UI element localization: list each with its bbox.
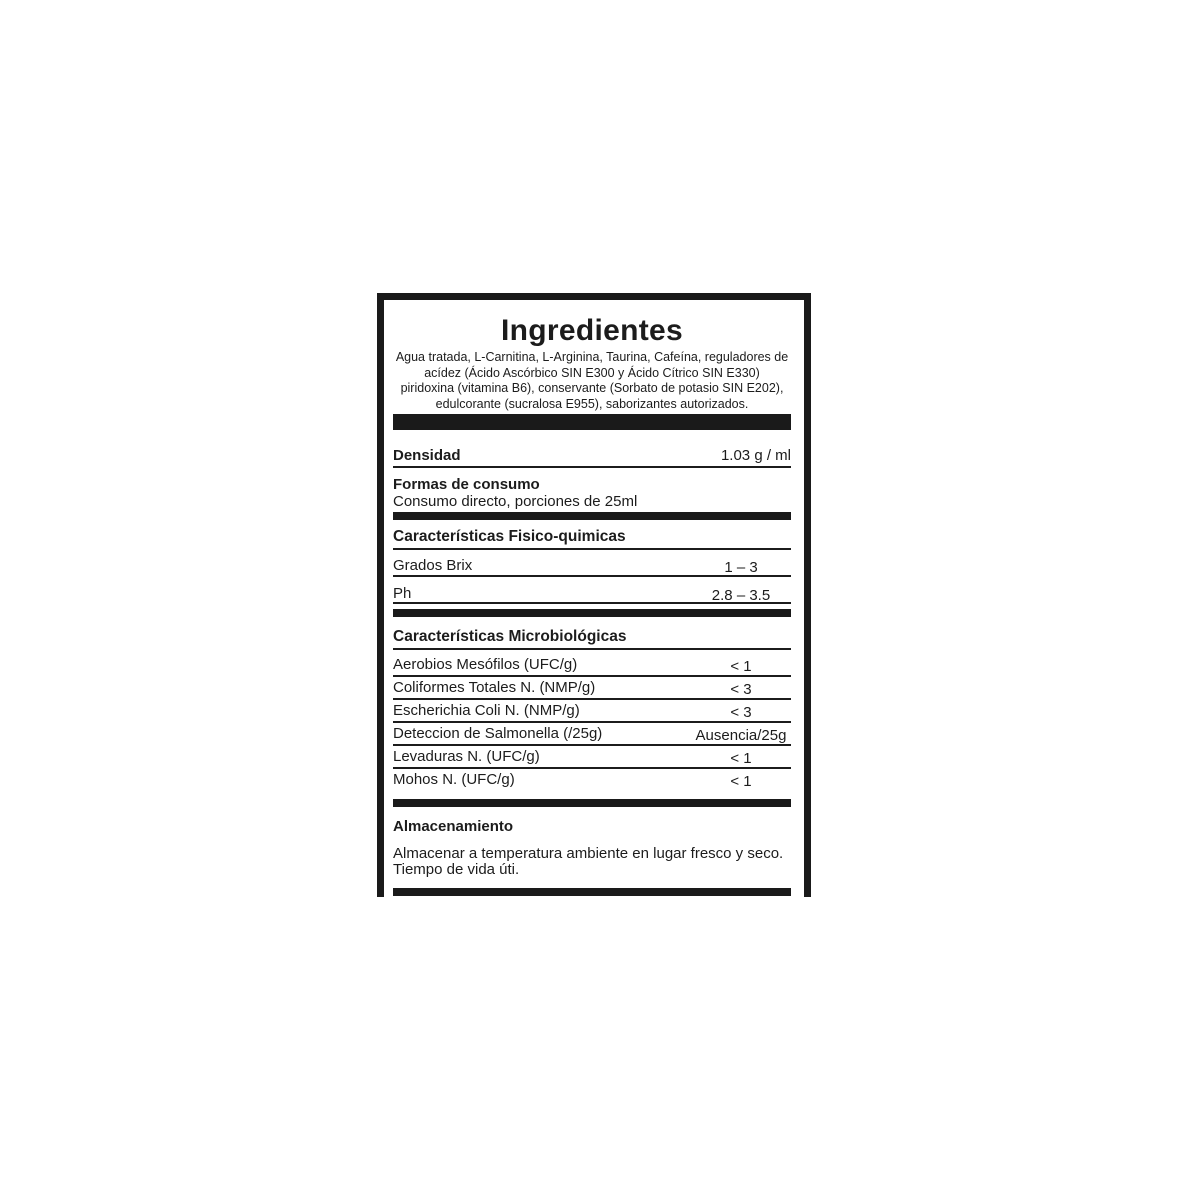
density-value: 1.03 g / ml bbox=[720, 447, 791, 464]
consumption-section bbox=[393, 476, 791, 510]
row-label: Grados Brix bbox=[393, 557, 473, 574]
storage-text-line: Tiempo de vida úti. bbox=[393, 860, 520, 878]
physico-chemical-header: Características Fisico-quimicas bbox=[393, 528, 791, 550]
consumption-title: Formas de consumo bbox=[393, 476, 540, 493]
row-label: Deteccion de Salmonella (/25g) bbox=[393, 725, 603, 742]
ingredients-line: Agua tratada, L-Carnitina, L-Arginina, Taurina, Cafeína, reguladores de bbox=[395, 350, 789, 364]
table-row-salmonella bbox=[393, 723, 791, 746]
row-label: Coliformes Totales N. (NMP/g) bbox=[393, 679, 596, 696]
separator-bar bbox=[393, 512, 791, 520]
row-value: Ausencia/25g bbox=[695, 727, 787, 744]
separator-bar bbox=[393, 888, 791, 896]
storage-text bbox=[393, 846, 791, 877]
density-row bbox=[393, 445, 791, 468]
separator-bar bbox=[393, 609, 791, 617]
table-row-grados-brix bbox=[393, 556, 791, 577]
microbiological-table bbox=[393, 654, 791, 790]
ingredients-paragraph bbox=[393, 350, 791, 412]
row-value: < 1 bbox=[730, 658, 752, 675]
row-label: Escherichia Coli N. (NMP/g) bbox=[393, 702, 580, 719]
table-row-escherichia bbox=[393, 700, 791, 723]
product-info-label bbox=[377, 293, 811, 897]
storage-header: Almacenamiento bbox=[393, 818, 514, 835]
table-row-ph bbox=[393, 585, 791, 604]
ingredients-line: acídez (Ácido Ascórbico SIN E300 y Ácido Cítrico SIN E330) bbox=[424, 365, 760, 380]
row-label: Aerobios Mesófilos (UFC/g) bbox=[393, 656, 578, 673]
row-value: < 3 bbox=[730, 704, 752, 721]
table-row-levaduras bbox=[393, 746, 791, 769]
row-label: Ph bbox=[393, 585, 412, 602]
separator-bar bbox=[393, 414, 791, 430]
table-row-coliformes bbox=[393, 677, 791, 700]
label-title: Ingredientes bbox=[501, 314, 683, 347]
storage-text-line: Almacenar a temperatura ambiente en lugar fresco y seco. bbox=[393, 845, 784, 862]
row-value: < 1 bbox=[730, 773, 752, 790]
table-row-mohos bbox=[393, 769, 791, 790]
density-label: Densidad bbox=[393, 447, 461, 464]
row-label: Mohos N. (UFC/g) bbox=[393, 771, 515, 788]
row-label: Levaduras N. (UFC/g) bbox=[393, 748, 540, 765]
row-value: 1 – 3 bbox=[724, 559, 758, 576]
ingredients-line: edulcorante (sucralosa E955), saborizantes autorizados. bbox=[435, 396, 749, 411]
consumption-text: Consumo directo, porciones de 25ml bbox=[393, 493, 638, 510]
row-value: 2.8 – 3.5 bbox=[711, 587, 771, 604]
row-value: < 3 bbox=[730, 681, 752, 698]
separator-bar bbox=[393, 799, 791, 807]
ingredients-line: piridoxina (vitamina B6), conservante (Sorbato de potasio SIN E202), bbox=[400, 381, 784, 395]
table-row-aerobios bbox=[393, 654, 791, 677]
row-value: < 1 bbox=[730, 750, 752, 767]
microbiological-header: Características Microbiológicas bbox=[393, 628, 791, 650]
